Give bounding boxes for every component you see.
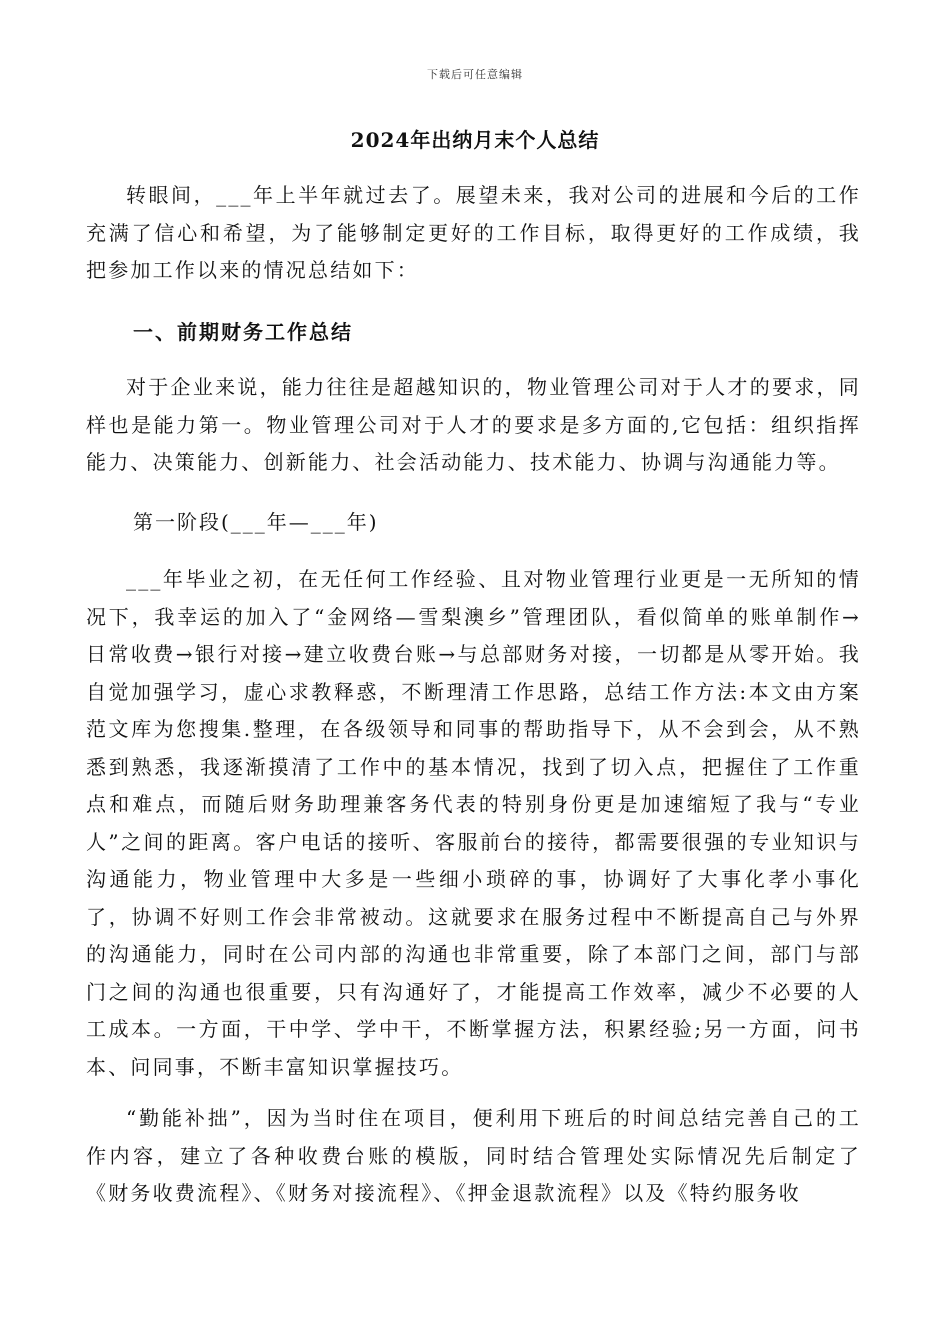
stage-paragraph-continued: “勤能补拙”，因为当时住在项目，便利用下班后的时间总结完善自己的工作内容，建立了各种收费台账的模版，同时结合管理处实际情况先后制定了《财务收费流程》、《财务对接流程》、《押金退款流程》以及《特约服务收 <box>86 1106 861 1205</box>
section-heading: 一、前期财务工作总结 <box>133 320 353 344</box>
stage-heading: 第一阶段(___年—___年) <box>133 510 379 534</box>
document-title: 2024年出纳月末个人总结 <box>350 128 600 152</box>
intro-paragraph: 转眼间，___年上半年就过去了。展望未来，我对公司的进展和今后的工作充满了信心和希望，为了能够制定更好的工作目标，取得更好的工作成绩，我把参加工作以来的情况总结如下： <box>86 183 861 282</box>
stage-paragraph: ___年毕业之初，在无任何工作经验、且对物业管理行业更是一无所知的情况下，我幸运的加入了“金网络—雪梨澳乡”管理团队，看似简单的账单制作→日常收费→银行对接→建立收费台账→与总部财务对接，一切都是从零开始。我自觉加强学习，虚心求教释惑，不断理清工作思路，总结工作方法:本文由方案范文库为您搜集.整理，在各级领导和同事的帮助指导下，从不会到会，从不熟悉到熟悉，我逐渐摸清了工作中的基本情况，找到了切入点，把握住了工作重点和难点，而随后财务助理兼客务代表的特别身份更是加速缩短了我与“专业人”之间的距离。客户电话的接听、客服前台的接待，都需要很强的专业知识与沟通能力，物业管理中大多是一些细小琐碎的事，协调好了大事化孝小事化了，协调不好则工作会非常被动。这就要求在服务过程中不断提高自己与外界的沟通能力，同时在公司内部的沟通也非常重要，除了本部门之间，部门与部门之间的沟通也很重要，只有沟通好了，才能提高工作效率，减少不必要的人工成本。一方面，干中学、学中干，不断掌握方法，积累经验;另一方面，问书本、问同事，不断丰富知识掌握技巧。 <box>86 567 861 1079</box>
section-paragraph: 对于企业来说，能力往往是超越知识的，物业管理公司对于人才的要求，同样也是能力第一。物业管理公司对于人才的要求是多方面的,它包括：组织指挥能力、决策能力、创新能力、社会活动能力、技术能力、协调与沟通能力等。 <box>86 375 861 474</box>
header-note: 下载后可任意编辑 <box>427 68 523 81</box>
